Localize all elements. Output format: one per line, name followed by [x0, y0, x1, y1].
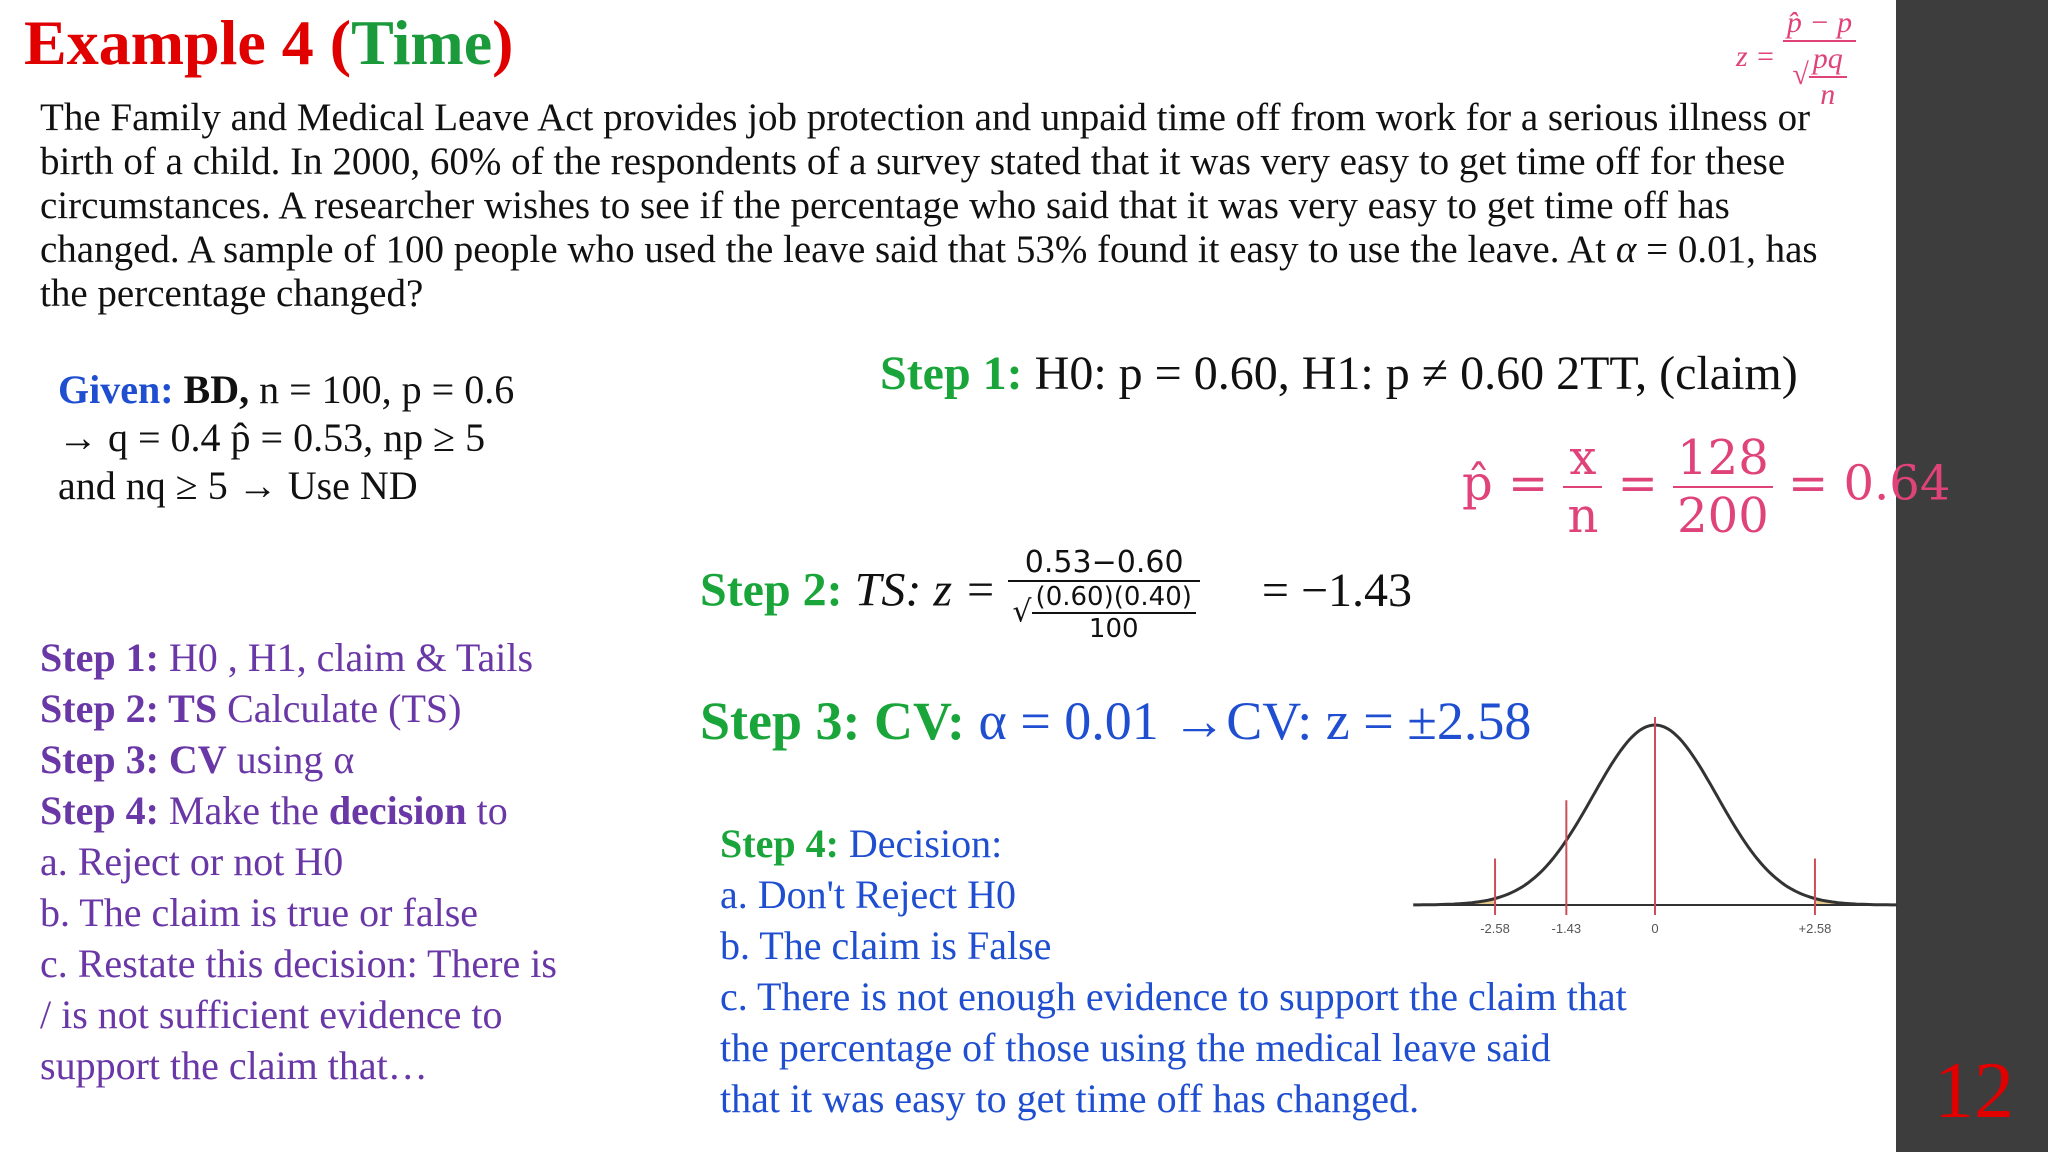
outline-step-1-label: Step 1: [40, 635, 159, 680]
step2-fraction [1008, 545, 1199, 644]
curve-markers [1495, 717, 1815, 915]
z-formula-num: p̂ − p [1786, 6, 1853, 39]
normal-curve-diagram [1410, 710, 1900, 950]
given-line-3: and nq ≥ 5 → Use ND [58, 463, 418, 508]
tick-label: -2.58 [1480, 921, 1510, 936]
step4-c-line3: that it was easy to get time off has changed. [720, 1076, 1420, 1121]
phat-calculation: p̂ = $\frac{x}{n}$ = $\frac{128}{200}$ = 0.64 [1462, 430, 1951, 544]
outline-step-4a: a. Reject or not H0 [40, 839, 344, 884]
outline-step-4b: b. The claim is true or false [40, 890, 479, 935]
problem-alpha: α [1615, 228, 1637, 271]
outline-step-4-bold: decision [328, 788, 467, 833]
outline-step-2 [40, 683, 557, 734]
title-highlight: Time [351, 7, 493, 78]
phat-fraction [1673, 430, 1773, 544]
step2-num: 0.53−0.60 [1024, 545, 1184, 580]
outline-step-4-label: Step 4: [40, 788, 159, 833]
slide-title [24, 6, 513, 80]
step3-critical-value [700, 690, 1531, 752]
outline-step-1 [40, 632, 557, 683]
problem-statement [40, 96, 1870, 316]
step4-label: Step 4: [720, 821, 839, 866]
z-formula-lhs: z = [1736, 39, 1776, 73]
step2-test-statistic [700, 545, 1412, 644]
curve-tick-labels [1480, 921, 1831, 936]
phat-x-over-n [1563, 430, 1602, 544]
z-formula-den-bottom: n [1809, 76, 1847, 112]
phat-num: 128 [1677, 430, 1769, 486]
tick-label: -1.43 [1551, 921, 1582, 936]
outline-step-2-text: Calculate (TS) [217, 686, 462, 731]
step3-text: α = 0.01 →CV: z = ±2.58 [965, 691, 1532, 751]
outline-step-1-text: H0 , H1, claim & Tails [158, 635, 534, 680]
given-line-2: → q = 0.4 p̂ = 0.53, np ≥ 5 [58, 415, 486, 460]
tick-label: 0 [1651, 921, 1659, 936]
z-formula-den: √ $\frac{pq}{n}$ [1783, 40, 1856, 112]
phat-x: x [1569, 430, 1597, 486]
phat-den: 200 [1673, 486, 1773, 544]
step4-b: b. The claim is False [720, 923, 1052, 968]
step2-den-top: (0.60)(0.40) [1035, 582, 1192, 612]
problem-part1: The Family and Medical Leave Act provides job protection and unpaid time off from work for a serious illness or birth of a child. In 2000, 60% of the respondents of a survey stated that it was very easy to get time off for these circumstances. A researcher wishes to see if the percentage who said that it was very easy to get time off has changed. A sample of 100 people who used the leave said that 53% found it easy to use the leave. At [40, 96, 1811, 271]
given-label: Given: [58, 367, 174, 412]
given-line-1 [58, 366, 514, 414]
given-bd: BD, [183, 367, 250, 412]
phat-n: n [1563, 486, 1602, 544]
step2-ts: TS: z = [842, 563, 997, 617]
phat-lhs: p̂ = [1462, 455, 1549, 512]
step2-den-bottom: 100 [1032, 612, 1196, 644]
step4-a: a. Don't Reject H0 [720, 872, 1017, 917]
step1-label: Step 1: [880, 347, 1023, 400]
outline-step-4c-line1: c. Restate this decision: There is [40, 941, 557, 986]
outline-step-3-label: Step 3: CV [40, 737, 227, 782]
steps-outline [40, 632, 557, 1091]
outline-step-4c-line2: / is not sufficient evidence to [40, 992, 503, 1037]
given-block [58, 366, 514, 510]
right-sidebar [1896, 0, 2048, 1152]
outline-step-4 [40, 785, 557, 836]
given-line1-rest: n = 100, p = 0.6 [249, 367, 515, 412]
step1-hypotheses [880, 346, 1798, 401]
title-main: Example 4 ( [24, 7, 352, 78]
step4-c-line1: c. There is not enough evidence to support the claim that [720, 974, 1627, 1019]
step2-den: √ $\frac{(0.60)(0.40)}{100}$ [1008, 580, 1199, 644]
page-number: 12 [1934, 1047, 2014, 1135]
outline-step-3 [40, 734, 557, 785]
outline-step-4-text2: to [466, 788, 508, 833]
outline-step-3-text: using α [226, 737, 355, 782]
step2-result: = −1.43 [1261, 563, 1413, 617]
outline-step-4-text1: Make the [158, 788, 329, 833]
step4-title: Decision: [838, 821, 1003, 866]
step4-c-line2: the percentage of those using the medical leave said [720, 1025, 1551, 1070]
z-formula-den-top: pq [1812, 42, 1843, 75]
problem-part2: = 0.01, has the percentage changed? [40, 228, 1818, 315]
tick-label: +2.58 [1798, 921, 1832, 936]
step2-label: Step 2: [700, 563, 843, 617]
phat-result: = 0.64 [1788, 455, 1951, 512]
title-close: ) [492, 7, 514, 78]
outline-step-2-label: Step 2: TS [40, 686, 218, 731]
outline-step-4c-line3: support the claim that… [40, 1043, 428, 1088]
step1-text: H0: p = 0.60, H1: p ≠ 0.60 2TT, (claim) [1022, 347, 1798, 400]
step3-label: Step 3: CV: [700, 691, 966, 751]
